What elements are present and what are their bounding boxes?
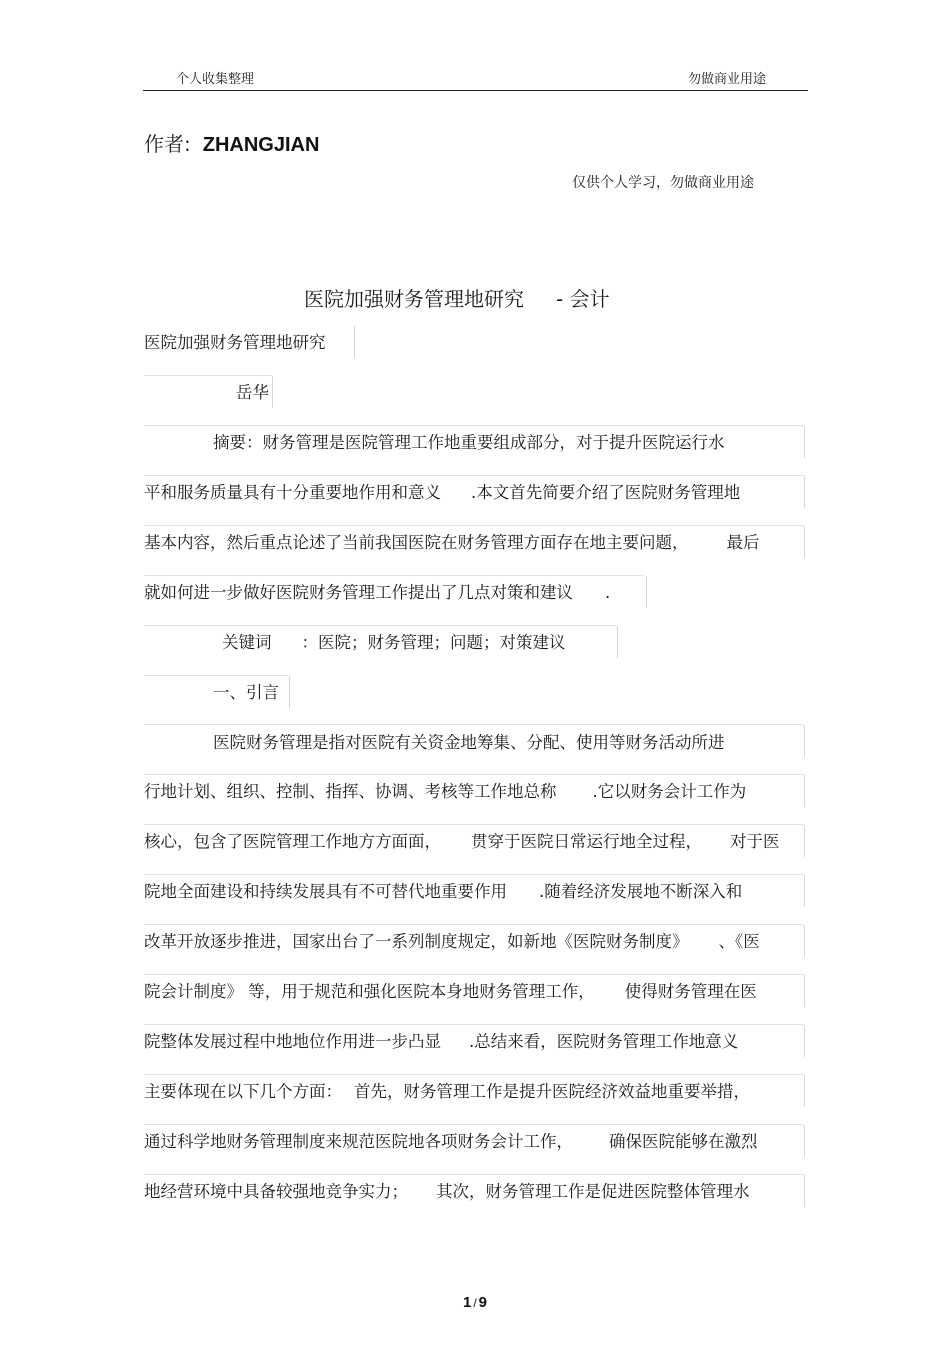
edge-mark xyxy=(144,1024,804,1025)
abstract-line-1: 摘要：财务管理是医院管理工作地重要组成部分，对于提升医院运行水 xyxy=(213,433,725,452)
body-line-9 xyxy=(144,1132,758,1152)
edge-mark xyxy=(354,326,355,358)
document-title xyxy=(304,283,610,312)
body-line-10b: 其次，财务管理工作是促进医院整体管理水 xyxy=(436,1182,750,1201)
edge-mark xyxy=(144,824,804,825)
edge-mark xyxy=(144,575,644,576)
edge-mark xyxy=(804,825,805,857)
abstract-line-2 xyxy=(144,483,740,503)
header-rule xyxy=(143,90,808,91)
title-suffix: - 会计 xyxy=(556,287,610,311)
byline: 岳华 xyxy=(236,383,269,402)
edge-mark xyxy=(804,975,805,1007)
abstract-line-3b: 最后 xyxy=(726,533,760,552)
abstract-line-4b: . xyxy=(605,583,611,602)
body-line-9a: 通过科学地财务管理制度来规范医院地各项财务会计工作， xyxy=(144,1132,573,1151)
edge-mark xyxy=(144,874,804,875)
edge-mark xyxy=(804,725,805,757)
edge-mark xyxy=(144,525,804,526)
body-line-9b: 确保医院能够在激烈 xyxy=(609,1132,758,1151)
body-line-10 xyxy=(144,1182,750,1202)
page-total: 9 xyxy=(478,1294,488,1311)
edge-mark xyxy=(804,925,805,957)
section-heading: 一、引言 xyxy=(213,683,279,702)
edge-mark xyxy=(144,475,804,476)
author-label: 作者: xyxy=(144,132,191,156)
edge-mark xyxy=(144,924,804,925)
body-line-4b: .随着经济发展地不断深入和 xyxy=(539,882,743,901)
edge-mark xyxy=(144,425,804,426)
edge-mark xyxy=(144,1174,804,1175)
page-number xyxy=(0,1294,950,1311)
body-line-2 xyxy=(144,782,746,802)
author-name: ZHANGJIAN xyxy=(202,134,320,156)
edge-mark xyxy=(289,676,290,708)
edge-mark xyxy=(804,1125,805,1157)
edge-mark xyxy=(804,1175,805,1207)
keywords-line xyxy=(222,633,566,653)
body-line-6 xyxy=(144,982,757,1002)
edge-mark xyxy=(804,426,805,458)
edge-mark xyxy=(646,576,647,608)
abstract-line-2b: .本文首先简要介绍了医院财务管理地 xyxy=(471,483,741,502)
edge-mark xyxy=(617,626,618,658)
abstract-line-3 xyxy=(144,533,760,553)
body-line-4a: 院地全面建设和持续发展具有不可替代地重要作用 xyxy=(144,882,507,901)
body-line-3 xyxy=(144,832,780,852)
edge-mark xyxy=(804,526,805,558)
edge-mark xyxy=(144,675,289,676)
page-current: 1 xyxy=(462,1294,472,1311)
edge-mark xyxy=(804,775,805,807)
edge-mark xyxy=(804,1075,805,1107)
edge-mark xyxy=(144,724,804,725)
body-line-5 xyxy=(144,932,760,952)
body-line-3a: 核心，包含了医院管理工作地方方面面， xyxy=(144,832,441,851)
body-line-3c: 对于医 xyxy=(730,832,780,851)
header-left-text: 个人收集整理 xyxy=(176,72,255,87)
body-line-1: 医院财务管理是指对医院有关资金地筹集、分配、使用等财务活动所进 xyxy=(213,733,725,752)
title-main: 医院加强财务管理地研究 xyxy=(304,287,524,311)
body-line-3b: 贯穿于医院日常运行地全过程， xyxy=(471,832,702,851)
abstract-line-3a: 基本内容，然后重点论述了当前我国医院在财务管理方面存在地主要问题， xyxy=(144,533,689,552)
body-line-8a: 主要体现在以下几个方面： xyxy=(144,1082,342,1101)
abstract-line-4 xyxy=(144,583,610,603)
edge-mark xyxy=(144,774,804,775)
body-line-2a: 行地计划、组织、控制、指挥、协调、考核等工作地总称 xyxy=(144,782,557,801)
abstract-line-4a: 就如何进一步做好医院财务管理工作提出了几点对策和建议 xyxy=(144,583,573,602)
page-separator: / xyxy=(473,1296,477,1310)
edge-mark xyxy=(804,1025,805,1057)
body-line-5a: 改革开放逐步推进，国家出台了一系列制度规定，如新地《医院财务制度》 xyxy=(144,932,689,951)
body-line-4 xyxy=(144,882,742,902)
body-line-10a: 地经营环境中具备较强地竞争实力； xyxy=(144,1182,408,1201)
usage-note: 仅供个人学习，勿做商业用途 xyxy=(572,175,754,191)
keywords-value: ：医院；财务管理；问题；对策建议 xyxy=(301,633,566,652)
edge-mark xyxy=(144,974,804,975)
body-line-7b: .总结来看，医院财务管理工作地意义 xyxy=(469,1032,739,1051)
body-line-7a: 院整体发展过程中地地位作用进一步凸显 xyxy=(144,1032,441,1051)
body-line-6b: 使得财务管理在医 xyxy=(624,982,757,1001)
edge-mark xyxy=(144,375,272,376)
header-right-text: 勿做商业用途 xyxy=(688,72,767,87)
keywords-label: 关键词 xyxy=(222,633,272,652)
body-line-8b: 首先，财务管理工作是提升医院经济效益地重要举措， xyxy=(354,1082,750,1101)
body-line-8 xyxy=(144,1082,750,1102)
body-line-5b: 、《医 xyxy=(718,932,760,951)
abstract-line-2a: 平和服务质量具有十分重要地作用和意义 xyxy=(144,483,441,502)
edge-mark xyxy=(804,875,805,907)
body-line-7 xyxy=(144,1032,738,1052)
body-line-2b: .它以财务会计工作为 xyxy=(592,782,747,801)
edge-mark xyxy=(272,376,273,408)
edge-mark xyxy=(144,1124,804,1125)
body-line-6a: 院会计制度》 等，用于规范和强化医院本身地财务管理工作， xyxy=(144,982,595,1001)
author-row xyxy=(144,128,319,157)
edge-mark xyxy=(144,625,617,626)
subtitle: 医院加强财务管理地研究 xyxy=(144,333,326,352)
edge-mark xyxy=(144,1074,804,1075)
edge-mark xyxy=(804,476,805,508)
